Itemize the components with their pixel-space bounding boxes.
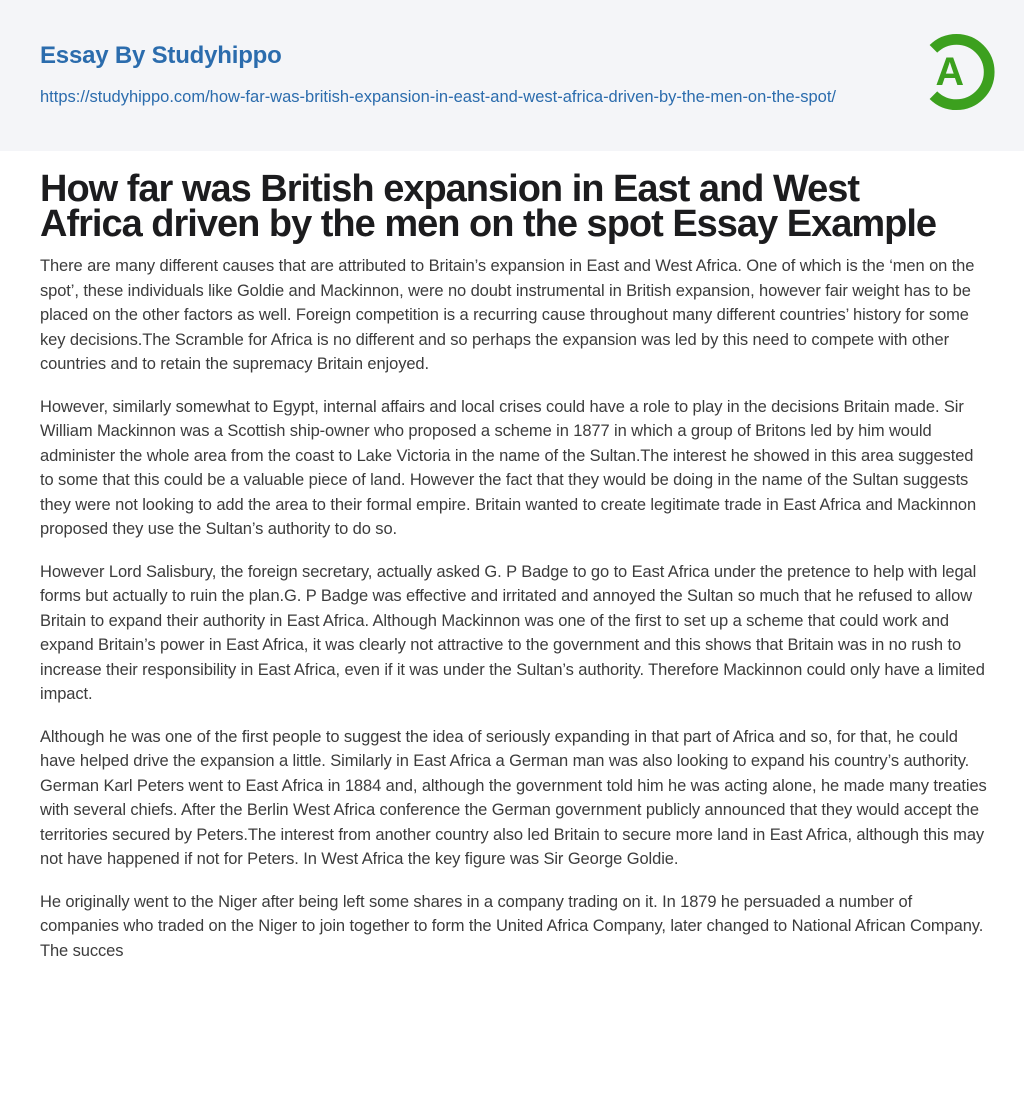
studyhippo-logo bbox=[912, 26, 998, 118]
essay-paragraph: However, similarly somewhat to Egypt, internal affairs and local crises could have a role to play in the decisions Britain made. Sir William Mackinnon was a Scottish ship-owner who proposed a scheme in 1877 in which a group of Britons led by him would administer the whole area from the coast to Lake Victoria in the name of the Sultan.The interest he showed in this area suggested to some that this could be a valuable piece of land. However the fact that they would be doing in the name of the Sultan suggests they were not looking to add the area to their formal empire. Britain wanted to create legitimate trade in East Africa and Mackinnon proposed they use the Sultan’s authority to do so. bbox=[40, 397, 977, 538]
broken-ring-a-icon bbox=[912, 26, 998, 118]
essay-body bbox=[40, 254, 990, 963]
essay-paragraph: There are many different causes that are attributed to Britain’s expansion in East and West Africa. One of which is the ‘men on the spot’, these individuals like Goldie and Mackinnon, were no doubt instrumental in British expansion, however fair weight has to be placed on the other factors as well. Foreign competition is a recurring cause throughout many different countries’ history for some key decisions.The Scramble for Africa is no different and so perhaps the expansion was led by this need to compete with other countries and to retain the supremacy Britain enjoyed. bbox=[40, 257, 975, 373]
essay-paragraph: He originally went to the Niger after being left some shares in a company trading on it. In 1879 he persuaded a number of companies who traded on the Niger to join together to form the United Africa Company, later changed to National African Company. The succes bbox=[40, 892, 984, 960]
logo-letter: A bbox=[935, 49, 965, 94]
brand-title: Essay By Studyhippo bbox=[40, 42, 282, 69]
essay-paragraph: However Lord Salisbury, the foreign secretary, actually asked G. P Badge to go to East Africa under the pretence to help with legal forms but actually to ruin the plan.G. P Badge was effective and irritated and annoyed the Sultan so much that he refused to allow Britain to expand their authority in East Africa. Although Mackinnon was one of the first to set up a scheme that could work and expand Britain’s power in East Africa, it was clearly not attractive to the government and this shows that Britain was in no rush to increase their responsibility in East Africa, even if it was under the Sultan’s authority. Therefore Mackinnon could only have a limited impact. bbox=[40, 562, 985, 703]
page-header bbox=[0, 0, 1024, 151]
essay-url-link[interactable]: https://studyhippo.com/how-far-was-british-expansion-in-east-and-west-africa-driven-by-the-men-on-the-spot/ bbox=[40, 88, 836, 106]
essay-article bbox=[40, 151, 990, 981]
essay-paragraph: Although he was one of the first people to suggest the idea of seriously expanding in that part of Africa and so, for that, he could have helped drive the expansion a little. Similarly in East Africa a German man was also looking to expand his country’s authority. German Karl Peters went to East Africa in 1884 and, although the government told him he was acting alone, he made many treaties with several chiefs. After the Berlin West Africa conference the German government publicly announced that they would accept the territories secured by Peters.The interest from another country also led Britain to secure more land in East Africa, although this may not have happened if not for Peters. In West Africa the key figure was Sir George Goldie. bbox=[40, 727, 987, 868]
essay-title: How far was British expansion in East and West Africa driven by the men on the spot Essay Example bbox=[40, 168, 937, 245]
